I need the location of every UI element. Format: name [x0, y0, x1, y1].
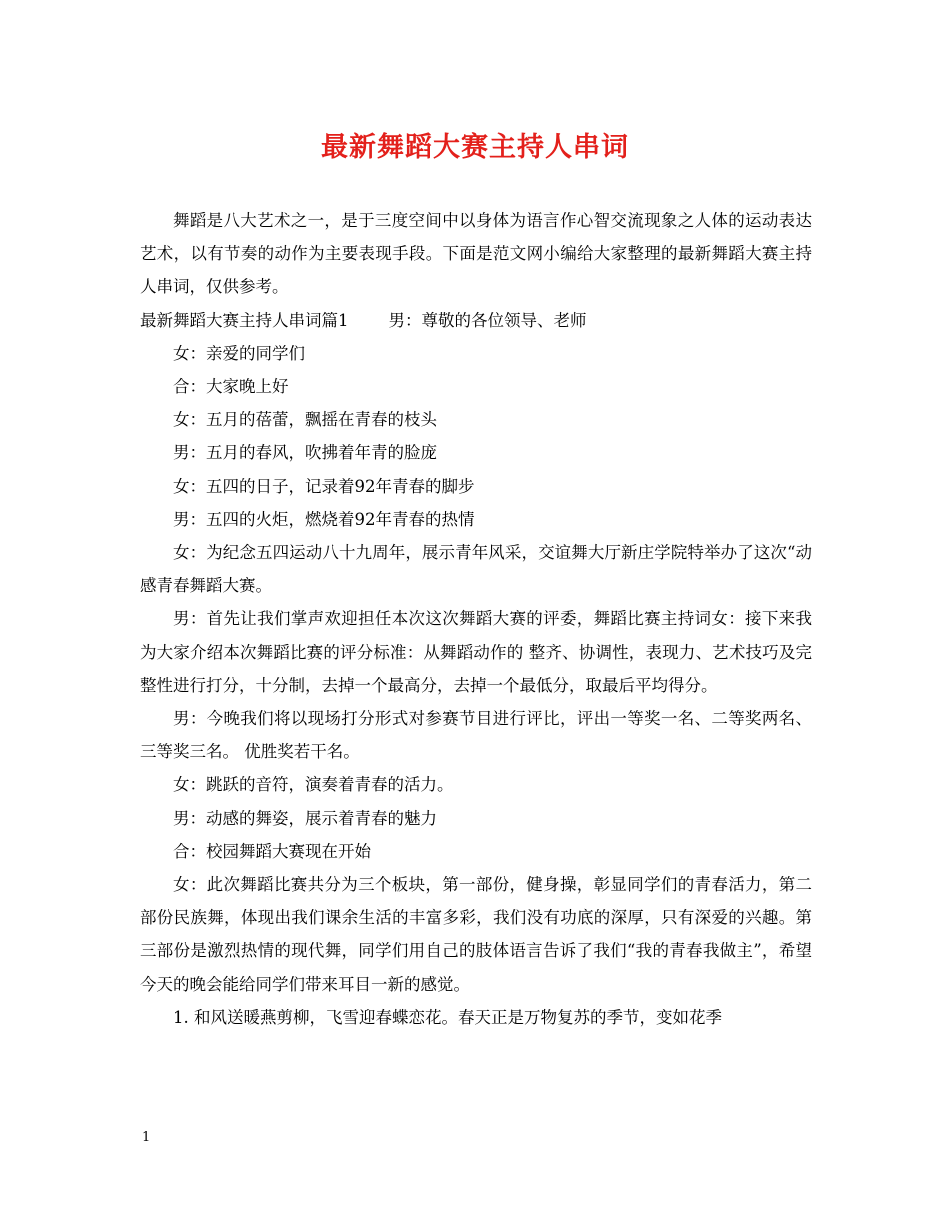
dialogue-line-7: 女：为纪念五四运动八十九周年，展示青年风采，交谊舞大厅新庄学院特举办了这次“动感青春舞蹈大赛。 [140, 543, 812, 596]
section-heading: 最新舞蹈大赛主持人串词篇1 [140, 310, 349, 330]
dialogue-line-1: 女：亲爱的同学们 [173, 343, 305, 363]
dialogue-line-11: 男：动感的舞姿，展示着青春的魅力 [173, 808, 437, 828]
dialogue-line-5: 女：五四的日子，记录着92年青春的脚步 [173, 476, 475, 496]
dialogue-line-8: 男：首先让我们掌声欢迎担任本次这次舞蹈大赛的评委，舞蹈比赛主持词女：接下来我为大家介绍本次舞蹈比赛的评分标准：从舞蹈动作的 整齐、协调性，表现力、艺术技巧及完整性进行打分，十分制，去掉一个最高分，去掉一个最低分，取最后平均得分。 [140, 609, 812, 695]
document-title: 最新舞蹈大赛主持人串词 [321, 132, 629, 163]
page-number: 1 [142, 1130, 151, 1145]
dialogue-line-2: 合：大家晚上好 [173, 377, 289, 397]
dialogue-line-13: 女：此次舞蹈比赛共分为三个板块，第一部份，健身操，彰显同学们的青春活力，第二部份民族舞，体现出我们课余生活的丰富多彩，我们没有功底的深厚，只有深爱的兴趣。第三部份是激烈热情的现代舞，同学们用自己的肢体语言告诉了我们“我的青春我做主”，希望今天的晚会能给同学们带来耳目一新的感觉。 [140, 875, 812, 994]
dialogue-line-10: 女：跳跃的音符，演奏着青春的活力。 [173, 775, 454, 795]
intro-paragraph: 舞蹈是八大艺术之一，是于三度空间中以身体为语言作心智交流现象之人体的运动表达艺术，以有节奏的动作为主要表现手段。下面是范文网小编给大家整理的最新舞蹈大赛主持人串词，仅供参考。 [140, 211, 812, 297]
dialogue-line-9: 男：今晚我们将以现场打分形式对参赛节目进行评比，评出一等奖一名、二等奖两名、三等奖三名。 优胜奖若干名。 [140, 709, 812, 762]
document-body [140, 204, 812, 1034]
dialogue-line-3: 女：五月的蓓蕾，飘摇在青春的枝头 [173, 410, 437, 430]
dialogue-line-14: 1. 和风送暖燕剪柳，飞雪迎春蝶恋花。春天正是万物复苏的季节，变如花季 [173, 1007, 722, 1027]
section-first-line: 男：尊敬的各位领导、老师 [388, 310, 587, 330]
section-heading-line [140, 304, 812, 337]
dialogue-line-12: 合：校园舞蹈大赛现在开始 [173, 841, 371, 861]
dialogue-line-6: 男：五四的火炬，燃烧着92年青春的热情 [173, 509, 475, 529]
dialogue-line-4: 男：五月的春风，吹拂着年青的脸庞 [173, 443, 437, 463]
